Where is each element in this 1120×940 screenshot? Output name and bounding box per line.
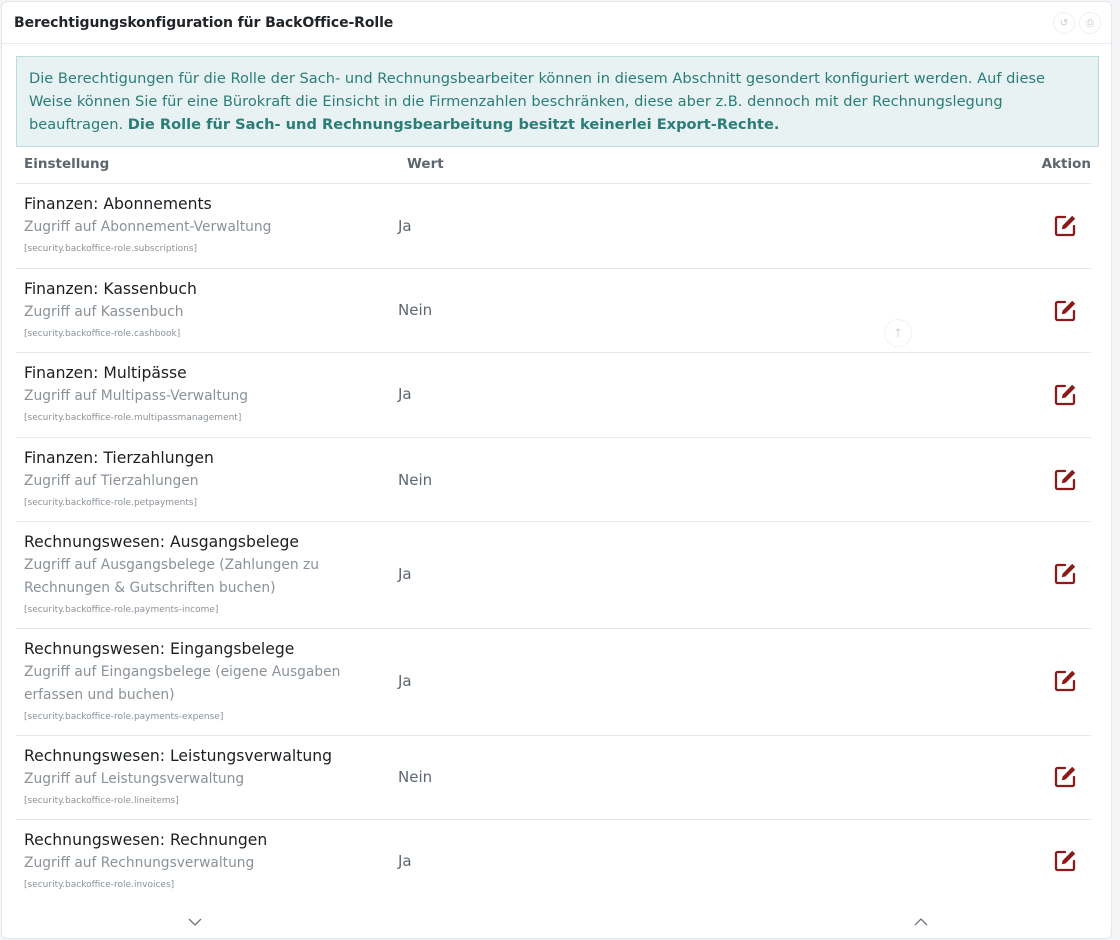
card-header (2, 2, 1111, 44)
setting-description: Zugriff auf Tierzahlungen (24, 473, 199, 489)
setting-description: Zugriff auf Leistungsverwaltung (24, 771, 245, 787)
refresh-icon[interactable]: ↺ (1053, 12, 1075, 34)
info-alert (16, 56, 1099, 147)
edit-icon[interactable] (1052, 467, 1078, 493)
info-bold-text: Die Rolle für Sach- und Rechnungsbearbeitung besitzt keinerlei Export-Rechte. (127, 116, 780, 133)
edit-icon[interactable] (1052, 848, 1078, 874)
setting-cell (24, 745, 394, 807)
setting-cell (24, 193, 394, 255)
setting-cell (24, 362, 394, 424)
edit-icon[interactable] (1052, 298, 1078, 324)
setting-key: [security.backoffice-role.subscriptions] (24, 244, 198, 254)
setting-value: Nein (398, 301, 433, 319)
setting-title: Rechnungswesen: Eingangsbelege (24, 640, 295, 658)
table-row (16, 819, 1091, 903)
setting-description: Zugriff auf Multipass-Verwaltung (24, 388, 249, 404)
setting-cell (24, 829, 394, 891)
table-header (24, 154, 1089, 176)
table-row (16, 183, 1091, 268)
settings-table (16, 183, 1091, 903)
setting-value: Ja (398, 672, 412, 690)
setting-key: [security.backoffice-role.payments-expense] (24, 712, 224, 722)
setting-cell (24, 278, 394, 340)
table-row (16, 268, 1091, 352)
setting-title: Finanzen: Abonnements (24, 195, 212, 213)
setting-description: Zugriff auf Eingangsbelege (eigene Ausgaben erfassen und buchen) (24, 664, 341, 703)
setting-key: [security.backoffice-role.invoices] (24, 880, 175, 890)
setting-description: Zugriff auf Ausgangsbelege (Zahlungen zu Rechnungen & Gutschriften buchen) (24, 557, 319, 596)
setting-description: Zugriff auf Rechnungsverwaltung (24, 855, 255, 871)
edit-icon[interactable] (1052, 764, 1078, 790)
setting-description: Zugriff auf Abonnement-Verwaltung (24, 219, 272, 235)
setting-title: Finanzen: Multipässe (24, 364, 187, 382)
info-text: Die Berechtigungen für die Rolle der Sach- und Rechnungsbearbeiter können in diesem Abschnitt gesondert konfiguriert werden. Auf diese Weise können Sie für eine Bürokraft die Einsicht in die Firmenzahlen beschränken, diese aber z.B. dennoch mit der Rechnungslegung beauftragen. (29, 70, 1046, 133)
setting-key: [security.backoffice-role.petpayments] (24, 498, 198, 508)
edit-icon[interactable] (1052, 668, 1078, 694)
setting-value: Ja (398, 852, 412, 870)
table-row (16, 628, 1091, 735)
permissions-card (1, 1, 1112, 939)
card-title: Berechtigungskonfiguration für BackOffice-Rolle (14, 14, 394, 31)
setting-title: Rechnungswesen: Leistungsverwaltung (24, 747, 333, 765)
setting-key: [security.backoffice-role.payments-income] (24, 605, 219, 615)
column-header-setting: Einstellung (24, 156, 110, 172)
setting-value: Ja (398, 217, 412, 235)
setting-title: Finanzen: Tierzahlungen (24, 449, 214, 467)
print-icon[interactable]: ⎙ (1079, 12, 1101, 34)
setting-value: Ja (398, 565, 412, 583)
edit-icon[interactable] (1052, 561, 1078, 587)
table-row (16, 521, 1091, 628)
table-row (16, 352, 1091, 437)
edit-icon[interactable] (1052, 382, 1078, 408)
column-header-value: Wert (407, 156, 444, 172)
setting-cell (24, 638, 394, 723)
setting-cell (24, 531, 394, 616)
edit-icon[interactable] (1052, 213, 1078, 239)
scroll-to-top-icon[interactable]: ↑ (884, 319, 912, 347)
header-tools (1053, 12, 1101, 34)
setting-description: Zugriff auf Kassenbuch (24, 304, 184, 320)
setting-value: Ja (398, 385, 412, 403)
setting-title: Rechnungswesen: Ausgangsbelege (24, 533, 299, 551)
setting-cell (24, 447, 394, 509)
setting-key: [security.backoffice-role.multipassmanagement] (24, 413, 242, 423)
column-header-action: Aktion (1041, 156, 1091, 172)
setting-value: Nein (398, 768, 433, 786)
table-row (16, 735, 1091, 819)
setting-key: [security.backoffice-role.lineitems] (24, 796, 179, 806)
chevron-up-icon[interactable] (912, 914, 930, 930)
table-row (16, 437, 1091, 521)
setting-value: Nein (398, 471, 433, 489)
setting-key: [security.backoffice-role.cashbook] (24, 329, 181, 339)
chevron-down-icon[interactable] (186, 914, 204, 930)
setting-title: Rechnungswesen: Rechnungen (24, 831, 268, 849)
setting-title: Finanzen: Kassenbuch (24, 280, 197, 298)
